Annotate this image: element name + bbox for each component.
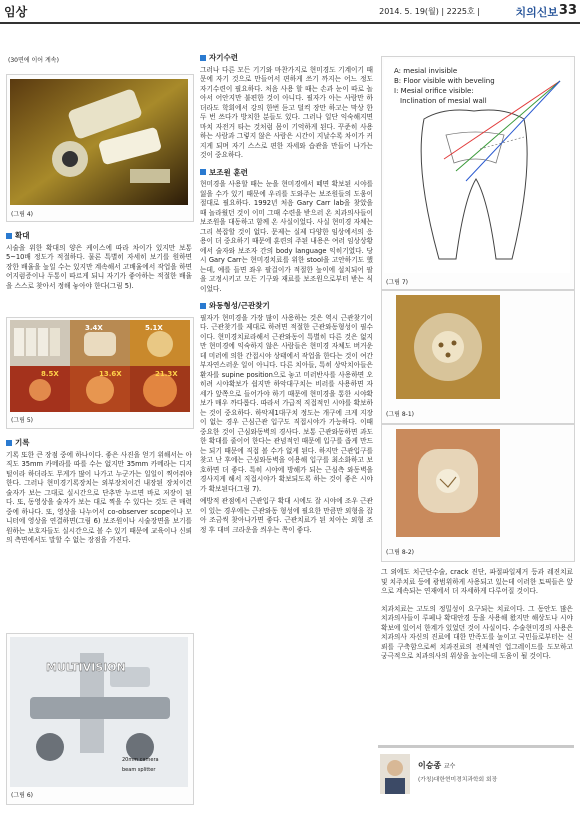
author-name: 이승종 (418, 761, 442, 770)
self-training-heading: 자기수련 (209, 53, 238, 62)
publication-name: 치의신보 (515, 6, 558, 19)
figure-4 (6, 74, 194, 222)
access-heading: 와동형성/근관찾기 (209, 301, 270, 310)
recording-section (6, 431, 192, 546)
access-text-continued: 예방적 관점에서 근관입구 확대 시에도 잘 시야에 조우 근관이 있는 경우에는 근관와동 형성에 필요한 만큼만 외형을 잡아 조금씩 찾아나가면 좋다. 근관치료가 된 치아는 외형 조정 후 대비 크라운을 씌우는 쪽이 좋다. (200, 497, 373, 534)
fig6-caption: (그림 6) (11, 792, 33, 799)
fig8-1-caption: (그림 8-1) (386, 411, 414, 418)
author-photo (380, 754, 410, 794)
section-marker-icon (6, 233, 12, 239)
fig4-caption: (그림 4) (11, 211, 33, 218)
assistant-training-text: 현미경을 사용할 때는 눈을 현미경에서 떼면 확보된 시야를 잃을 수가 있기 때문에 우리를 도와주는 보조원들의 도움이 절대로 필요하다. 1992년 처음 Gary Carr lab을 찾았을 때 놀라웠던 것이 이미 그때 수련을 받으러 온 치과의사들이 보조원을 대동하고 함께 온 사실이었다. 사실 현미경 자체는 그리 복잡할 것이 없다. 문제는 실제 다양한 임상에서의 응용이 더 중요하기 때문에 훈련의 주된 내용은 여러 임상상황에서 술자와 보조자 간의 body language 익히기였다. 당시 Gary Carr는 현미경치료를 위한 stool을 고안하기도 했는데, 예를 들면 좌우 팔걸이가 적절한 높이에 설치되어 팔을 고정시키고 모든 기구와 재료를 보조원으로부터 받는 식이었다. (200, 180, 373, 293)
applications-text: 그 외에도 치근단수술, crack 진단, 파절파일제거 등과 레진치료 및 치주치료 등에 광범위하게 사용되고 있는데 이러한 토픽들은 앞으로 계속되는 연재에서 더 자세하게 다루어질 것이다. (381, 568, 573, 595)
diagram-label-i: I: Mesial orifice visible: (394, 87, 474, 95)
fig8-2-caption: (그림 8-2) (386, 549, 414, 556)
fig5-caption: (그림 5) (11, 417, 33, 424)
microscope-photo (10, 79, 188, 205)
conclusion-text: 치과치료는 고도의 정밀성이 요구되는 치료이다. 그 동안도 많은 치과의사들이 루페나 확대안경 등을 사용해 왔지만 해상도나 시야확보에 있어서 한계가 있었던 것이 사실이다. 수술현미경의 사용은 치과의사 자신의 진료에 대한 만족도를 높이고 국민들로부터는 신뢰를 구축함으로써 치과진료의 전체적인 업그레이드를 도모하고 궁극적으로 치과의사의 위상을 높이는데 도움이 될 것이다. (381, 604, 573, 660)
mag-label-21.3x: 21.3X (155, 370, 178, 378)
mag-label-3.4x: 3.4X (85, 324, 103, 332)
section-marker-icon (200, 55, 206, 61)
assistant-training-heading: 보조원 훈련 (209, 167, 248, 177)
page-header (0, 0, 580, 22)
fig7-caption: (그림 7) (386, 279, 408, 286)
section-marker-icon (200, 169, 206, 175)
self-training-text: 그러나 다른 모든 기기와 마찬가지로 현미경도 기계이기 때문에 자기 것으로 만들어서 편하게 쓰기 까지는 어느 정도 자기수련이 필요하다. 처음 사용 할 때는 손과 눈이 따로 놀아서 어안지만 불편한 것이 아니다. 필자가 아는 사람만 하더라도 학회에서 강의 한번 듣고 덜컥 장만 하고는 막상 한두 번 쓰다가 방치한 분들도 있다. 그러나 일단 익숙해지면 마치 자전거 타는 것처럼 몸이 기억하게 된다. 꾸준히 사용하는 사람과 그렇지 않은 사람은 시간이 지날수록 차이가 커지게 되며 자기 스스로 편한 자세와 습관을 만들어 나가는 것이 중요하다. (200, 65, 373, 159)
column-2 (200, 53, 373, 535)
author-title: 교수 (443, 763, 456, 770)
header-rule (0, 22, 580, 24)
section-title: 임상 (4, 5, 28, 19)
magnification-heading: 확대 (15, 231, 30, 240)
magnification-text: 시술을 위한 확대의 양은 케이스에 따라 차이가 있지만 보통 5~10배 정도가 적절하다. 물론 특별히 자세히 보기를 원하면 장한 배율을 높일 수는 있지만 계속해서 고배율에서 작업을 하면 어지럼증이나 두통이 따르게 되니 자기가 좋아하는 적절한 배율을 스스로 찾아서 정해 놓아야 한다(그림 5). (6, 243, 192, 290)
continued-note: (30면에 이어 계속) (8, 57, 59, 64)
figure-8-2 (381, 424, 575, 562)
recording-text: 기록 또한 큰 장점 중에 하나이다. 좋은 사진을 얻기 위해서는 아직도 35mm 카메라를 따를 수는 없지만 35mm 카메라는 디지털이라 하더라도 무게가 많이 나가고 누군가는 일일이 찍어줘야 한다. 그러나 현미경기록장치는 외부장치이건 내장된 장치이건 술자가 보는 그대로 실시간으로 단추만 누르면 바로 저장이 된다. 또, 동영상을 술자가 보는 대로 찍을 수 있다는 것도 큰 매력 중에 하나다. 또, 영상을 나누어서 co-observer scope이나 모니터에 영상을 연결하면(그림 6) 보조원이나 시술장면을 보기를 원하는 보호자들도 실시간으로 볼 수 있기 때문에 교육이나 신뢰의 측면에서도 말할 수 없는 장점을 가진다. (6, 450, 192, 544)
figure-8-1 (381, 290, 575, 424)
author-box (378, 745, 574, 804)
tooth-photo-8-1 (396, 295, 500, 399)
mag-label-8.5x: 8.5X (41, 370, 59, 378)
section-marker-icon (6, 440, 12, 446)
page-number: 33 (558, 3, 577, 18)
author-affiliation: (가칭)대한현미경치과학회 회장 (418, 777, 498, 783)
diagram-label-inclination: Inclination of mesial wall (400, 97, 487, 105)
figure-7 (381, 56, 575, 290)
access-text: 필자가 현미경을 가장 많이 사용하는 것은 역시 근관찾기이다. 근관찾기를 제대로 하려면 적절한 근관와동형성이 필수이다. 현미경치료라해서 근관와동이 특별히 다른 것은 없지만 현미경에 익숙하지 않은 사람들은 현미경 자체도 버거운데 미러에 의한 간접시야 상태에서 작업을 한다는 것이 여간 부자연스러운 일이 아니다. 다른 치아들, 특히 상악치아들은 환자를 supine position으로 놓고 미러반사를 사용하면 오히려 시야확보가 쉽지만 하악대구치는 비러를 사용하면 자세가 앞쪽으로 들어가야 하기 때문에 현미경을 통한 시야확보가 매우 까다롭다. 따라서 가급적 직접적인 시야를 확보하는 것이 중요하다. 하악제1대구치 정도는 개구에 크게 지장이 없는 경우 근심근관 입구도 직접시야가 가능하다. 이때 중요한 것이 근심와동벽의 경사다. 보통 근관와동하면 과도한 확대를 줄이어 한다는 관념적인 때문에 입구를 좁게 만드는 되기 때문에 직접 볼 수가 없게 된다. 하지만 근관입구를 찾고 난 후에는 근심와동벽을 이용해 입구를 최소화하고 보호하면 더 좋다. 특히 시야에 방해가 되는 근심측 와동벽을 경사지게 해서 직접시야가 확보되도록 하는 것이 좋은 시야가 확보된다(그림 7). (200, 313, 373, 493)
recording-heading: 기록 (15, 438, 30, 447)
mag-label-13.6x: 13.6X (99, 370, 122, 378)
camera-label: 20mm camera (122, 757, 159, 763)
magnification-section (6, 224, 192, 291)
column-3-text (381, 568, 573, 662)
diagram-label-b: B: Floor visible with beveling (394, 77, 495, 85)
section-marker-icon (200, 303, 206, 309)
issue-date: 2014. 5. 19(월) | 2225호 | (379, 7, 480, 16)
beam-splitter-label: beam splitter (122, 767, 156, 773)
multivision-label: MULTIVISION (46, 661, 126, 674)
tooth-diagram (384, 59, 570, 273)
mag-label-5.1x: 5.1X (145, 324, 163, 332)
tooth-photo-8-2 (396, 429, 500, 537)
magnification-series-photo (10, 320, 190, 412)
figure-5 (6, 317, 194, 429)
figure-6 (6, 633, 194, 805)
diagram-label-a: A: mesial invisible (394, 67, 458, 75)
multivision-camera-photo (10, 637, 188, 787)
